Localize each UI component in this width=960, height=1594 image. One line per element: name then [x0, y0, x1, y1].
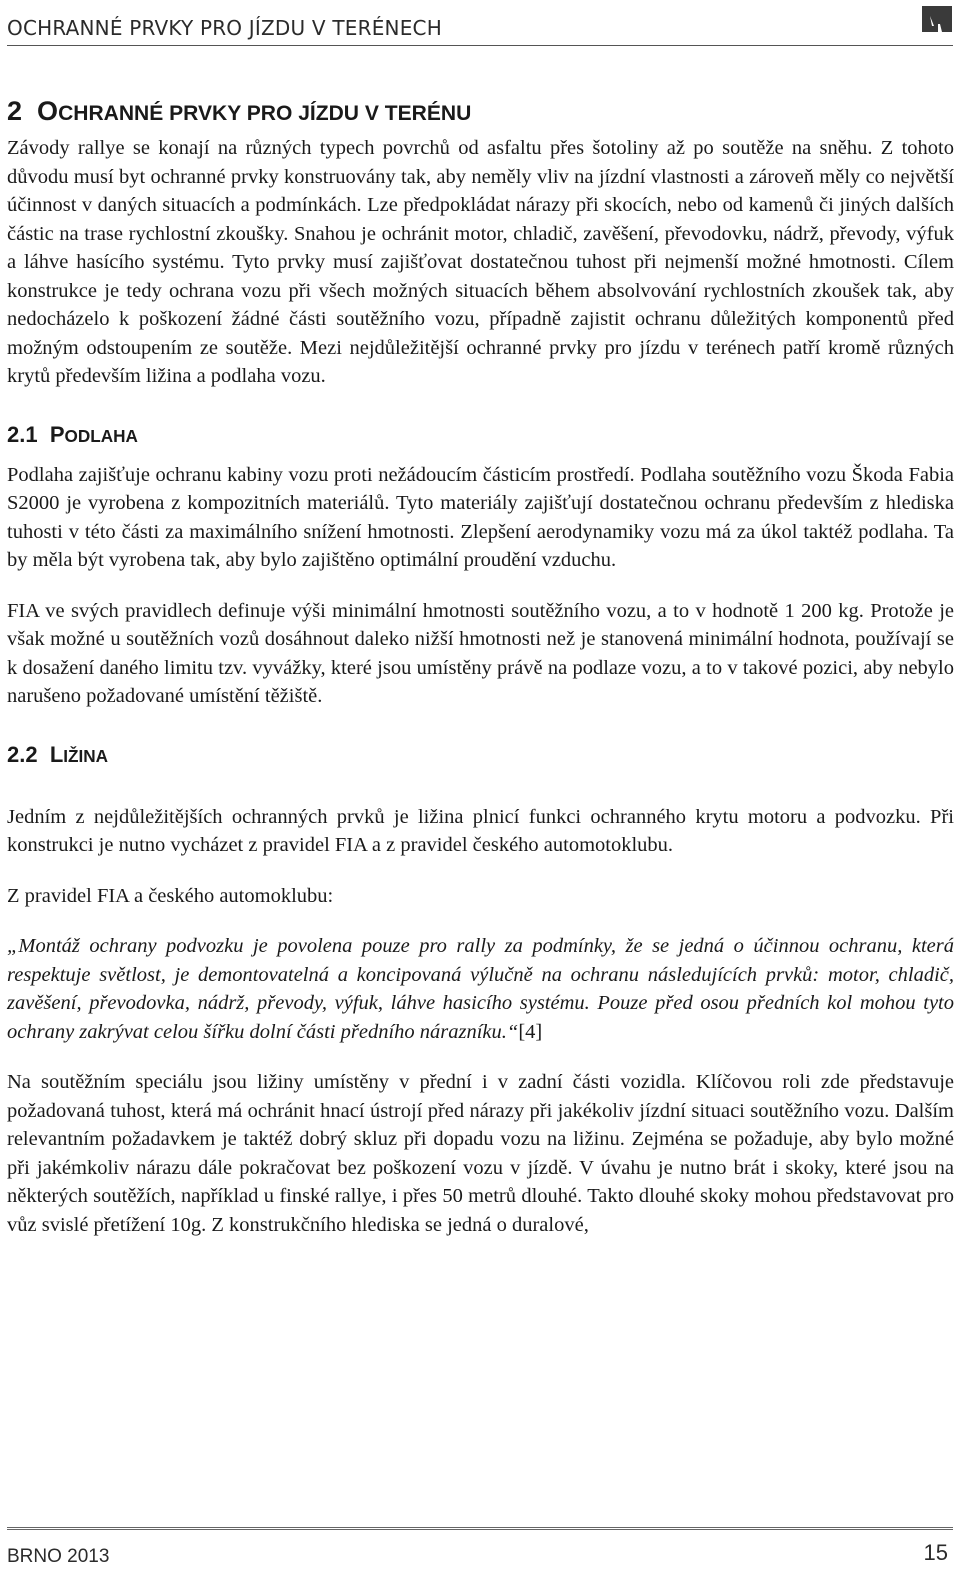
section-title-initial: O: [37, 96, 59, 126]
lizina-paragraph-2: Z pravidel FIA a českého automoklubu:: [7, 884, 334, 907]
fia-quote: [7, 932, 954, 1046]
subsection-title-rest: ODLAHA: [64, 425, 138, 446]
vut-logo-icon: [920, 4, 954, 34]
subsection-title-initial: P: [49, 421, 65, 447]
footer-place-year: BRNO 2013: [7, 1546, 110, 1567]
subsection-heading-podlaha: [7, 417, 954, 453]
section-intro-paragraph: Závody rallye se konají na různých typech povrchů od asfaltu přes šotoliny až po soutěže na sněhu. Z tohoto důvodu musí byt ochranné prvky konstruovány tak, aby neměly vliv na jízdní vlastnosti a zároveň měly co největší účinnost v daných situacích a podmínkách. Lze předpokládat nárazy při skocích, nebo od kamenů či jiných dalších částic na trase rychlostní zkoušky. Snahou je ochránit motor, chladič, zavěšení, převodovku, nádrž, převody, výfuk a láhve hasícího systému. Tyto prvky musí zajišťovat dostatečnou tuhost při nejmenší možné hmotnosti. Cílem konstrukce je tedy ochrana vozu při všech možných situacích během absolvování rychlostních zkoušek tak, aby nedocházelo k poškození žádné části soutěžního vozu, případně zajistit ochranu důležitých komponentů před možným odstoupením ze soutěže. Mezi nejdůležitější ochranné prvky pro jízdu v terénech patří kromě různých krytů především ližina a podlaha vozu.: [7, 137, 954, 387]
podlaha-paragraph-1: Podlaha zajišťuje ochranu kabiny vozu proti nežádoucím částicím prostředí. Podlaha soutěžního vozu Škoda Fabia S2000 je vyrobena z kompozitních materiálů. Tyto materiály zajišťují dostatečnou ochranu především z hlediska tuhosti v této části za maximálního snížení hmotnosti. Zlepšení aerodynamiky vozu má za úkol taktéž podlaha. Ta by měla být vyrobena tak, aby bylo zajištěno optimální proudění vzduchu.: [7, 463, 954, 571]
running-header: [0, 0, 960, 48]
section-number: 2: [7, 96, 23, 126]
citation-ref: [4]: [518, 1020, 543, 1043]
subsection-heading-lizina: [7, 737, 954, 773]
section-heading: [7, 92, 954, 130]
section-title-rest: CHRANNÉ PRVKY PRO JÍZDU V TERÉNU: [58, 102, 472, 125]
subsection-number: 2.1: [7, 421, 38, 447]
page-content: [7, 92, 954, 1239]
subsection-title-initial: L: [49, 741, 64, 767]
header-rule: [7, 45, 953, 46]
subsection-title-rest: IŽINA: [63, 745, 109, 766]
lizina-paragraph-1: Jedním z nejdůležitějších ochranných prvků je ližina plnicí funkci ochranného krytu motoru a podvozku. Při konstrukci je nutno vycházet z pravidel FIA a z pravidel českého automotoklubu.: [7, 805, 954, 856]
fia-quote-text: „Montáž ochrany podvozku je povolena pouze pro rally za podmínky, že se jedná o účinnou ochranu, která respektuje světlost, je demontovatelná a koncipovaná výlučně na ochranu následujících prvků: motor, chladič, zavěšení, převodovka, nádrž, převody, výfuk, láhve hasicího systému. Pouze před osou předních kol mohou tyto ochrany zakrývat celou šířku dolní části předního nárazníku.“: [7, 935, 954, 1043]
podlaha-paragraph-2: FIA ve svých pravidlech definuje výši minimální hmotnosti soutěžního vozu, a to v hodnotě 1 200 kg. Protože je však možné u soutěžních vozů dosáhnout daleko nižší hmotnosti než je stanovená minimální hodnota, používají se k dosažení daného limitu tzv. vyvážky, které jsou umístěny právě na podlaze vozu, a to v takové pozici, aby nebylo narušeno požadované umístění těžiště.: [7, 599, 954, 707]
page-number: 15: [923, 1540, 948, 1565]
lizina-paragraph-4: Na soutěžním speciálu jsou ližiny umístěny v přední i v zadní části vozidla. Klíčovou roli zde představuje požadovaná tuhost, která má ochránit hnací ústrojí před nárazy při jakékoliv jízdní situaci soutěžního vozu. Dalším relevantním požadavkem je taktéž dobrý skluz při dopadu vozu na ližinu. Zejména se požaduje, aby bylo možné při jakémkoliv nárazu dále pokračovat bez poškození vozu v jízdě. V úvahu je nutno brát i skoky, které jsou na některých soutěžích, například u finské rallye, i přes 50 metrů dlouhé. Takto dlouhé skoky mohou představovat pro vůz svislé přetížení 10g. Z konstrukčního hlediska se jedná o duralové,: [7, 1071, 954, 1236]
footer-rule: [7, 1527, 953, 1532]
subsection-number: 2.2: [7, 741, 38, 767]
running-head-title: OCHRANNÉ PRVKY PRO JÍZDU V TERÉNECH: [7, 16, 442, 40]
